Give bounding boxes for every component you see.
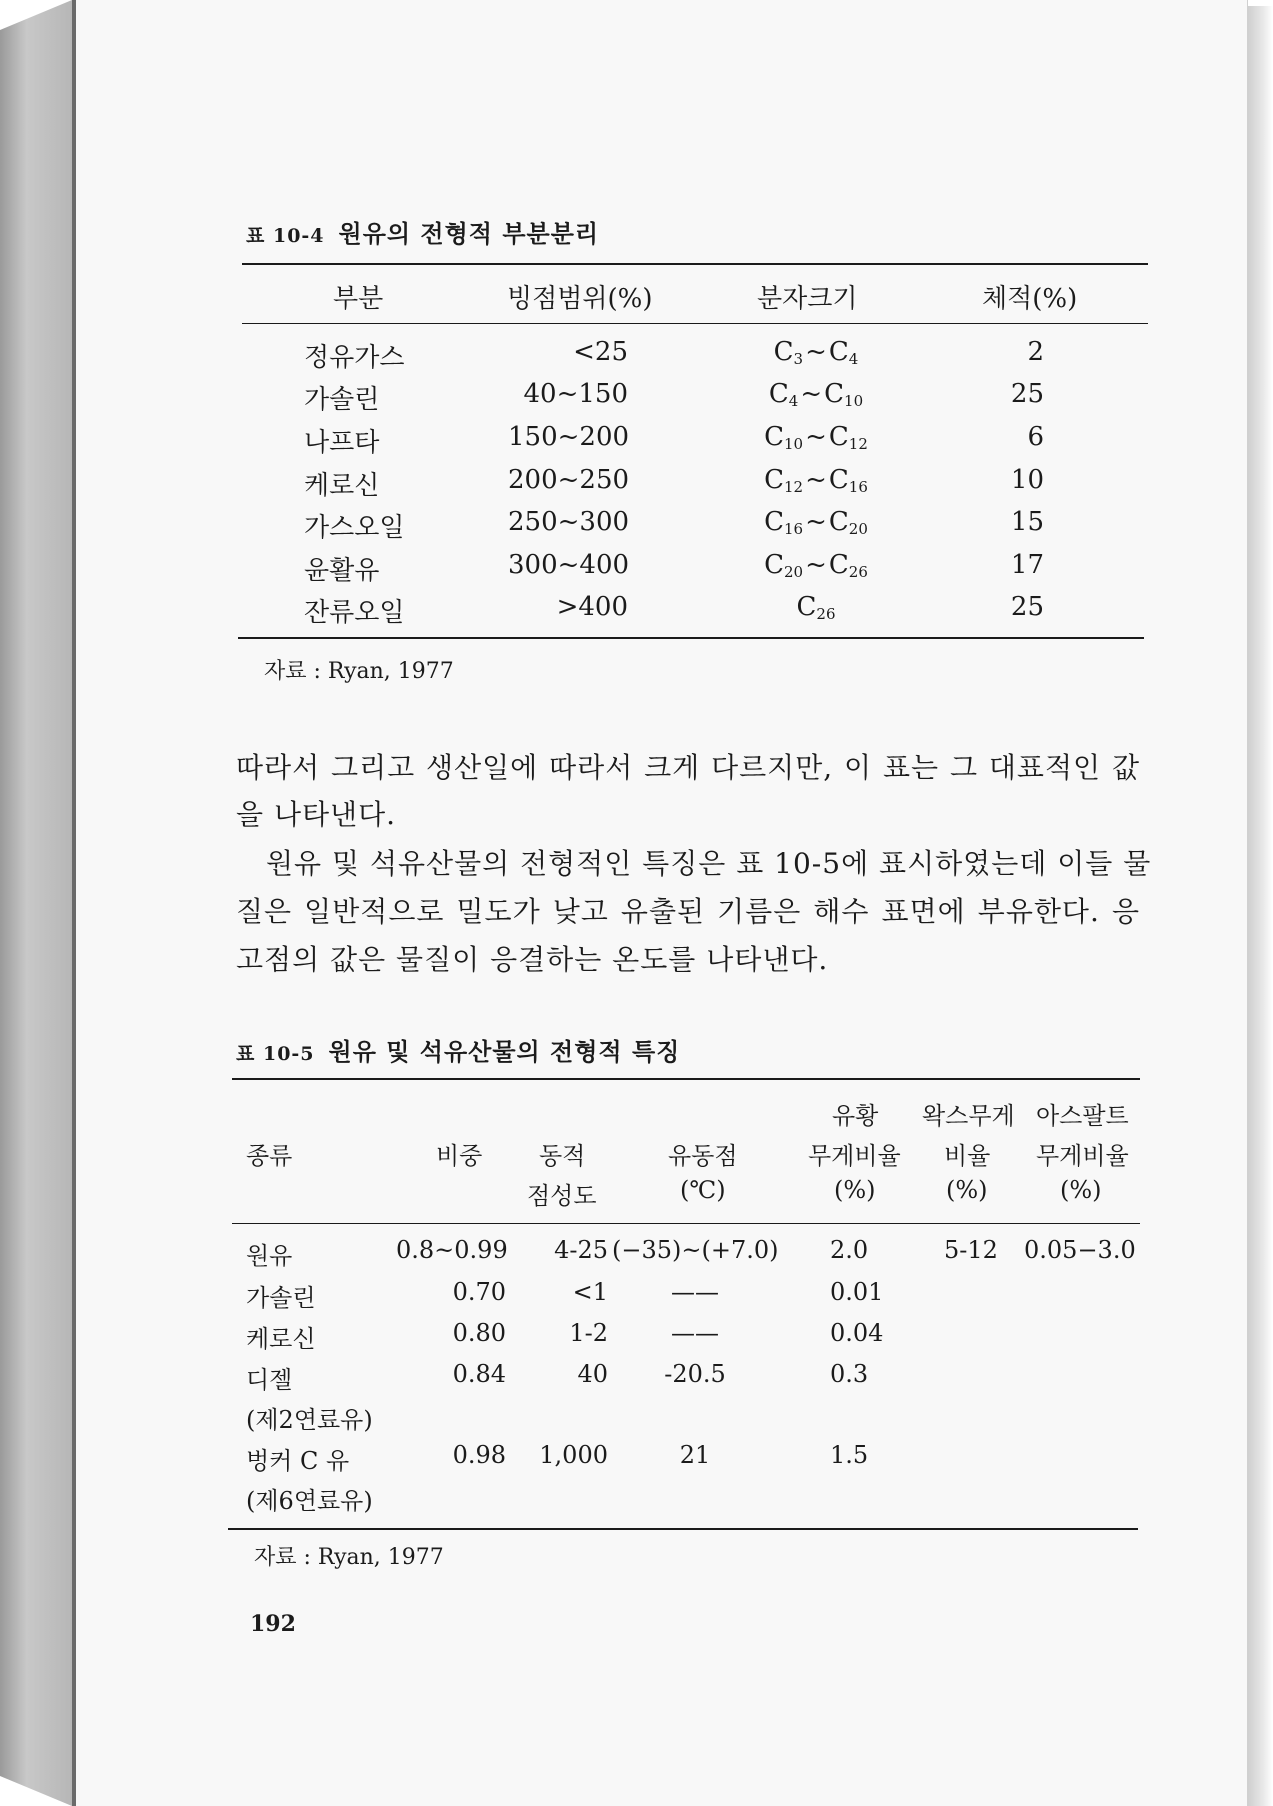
table2-header-pour-1: 유동점	[668, 1142, 738, 1170]
boiling-range: <25	[573, 337, 628, 367]
carbon-symbol: C	[824, 379, 845, 409]
paragraph-line: 고점의 값은 물질이 응결하는 온도를 나타낸다.	[236, 943, 829, 976]
fraction-name: 윤활유	[304, 556, 380, 586]
carbon-symbol: C	[764, 422, 784, 452]
fraction-name: 케로신	[304, 471, 380, 501]
table2-source: 자료 : Ryan, 1977	[254, 1545, 444, 1570]
table2-header-wax-1: 왁스무게	[922, 1102, 1015, 1130]
table1-source: 자료 : Ryan, 1977	[264, 659, 454, 684]
table2-header-rule	[232, 1223, 1140, 1224]
pour-point: (−35)~(+7.0)	[612, 1236, 779, 1264]
fraction-name: 잔류오일	[304, 598, 405, 628]
volume-percent: 25	[1010, 592, 1044, 622]
specific-gravity: 0.80	[452, 1319, 506, 1347]
product-name: 원유	[246, 1242, 293, 1270]
dynamic-viscosity: <1	[572, 1278, 608, 1306]
pour-point: ——	[671, 1278, 719, 1306]
table2-header-sulfur-3: (%)	[834, 1176, 876, 1204]
carbon-symbol: C	[828, 550, 849, 580]
sulfur-weight: 0.3	[830, 1360, 869, 1388]
sulfur-weight: 1.5	[830, 1441, 869, 1469]
carbon-count: 4	[788, 392, 799, 410]
dynamic-viscosity: 1,000	[539, 1441, 608, 1469]
carbon-symbol: C	[768, 379, 789, 409]
table2-header-asphalt-3: (%)	[1060, 1176, 1102, 1204]
molecule-size	[756, 507, 876, 538]
product-name: 디젤	[246, 1366, 293, 1394]
molecule-size	[756, 465, 876, 496]
carbon-symbol: C	[773, 337, 794, 367]
sulfur-weight: 0.01	[830, 1278, 884, 1306]
table2-header-sulfur-1: 유황	[832, 1102, 879, 1130]
range-tilde: ~	[805, 550, 827, 580]
carbon-count: 26	[816, 605, 836, 623]
table2-header-asphalt-2: 무게비율	[1036, 1142, 1129, 1170]
carbon-symbol: C	[828, 337, 849, 367]
table1-bottom-rule	[238, 637, 1144, 639]
table1-top-rule	[242, 263, 1148, 265]
carbon-symbol: C	[764, 507, 784, 537]
carbon-count: 10	[844, 392, 864, 410]
specific-gravity: 0.98	[452, 1441, 506, 1469]
carbon-count: 12	[848, 435, 868, 453]
carbon-symbol: C	[764, 550, 784, 580]
table2-header-wax-2: 비율	[944, 1142, 991, 1170]
volume-percent: 15	[1010, 507, 1044, 537]
range-tilde: ~	[805, 507, 827, 537]
product-name: 벙커 C 유	[246, 1447, 350, 1475]
asphalt-weight: 0.05−3.0	[1024, 1236, 1136, 1264]
product-subname: (제6연료유)	[246, 1487, 373, 1515]
molecule-size	[756, 337, 876, 368]
carbon-count: 16	[848, 478, 868, 496]
table2-header-type: 종류	[246, 1142, 293, 1170]
carbon-count: 20	[848, 520, 868, 538]
carbon-count: 20	[784, 563, 804, 581]
table2-header-pour-2: (℃)	[680, 1176, 726, 1204]
range-tilde: ~	[805, 465, 827, 495]
paragraph-line: 을 나타낸다.	[236, 798, 397, 831]
paragraph-line: 질은 일반적으로 밀도가 낮고 유출된 기름은 해수 표면에 부유한다. 응	[236, 895, 1140, 928]
boiling-range: 300~400	[508, 550, 630, 580]
paragraph-line: 원유 및 석유산물의 전형적인 특징은 표 10-5에 표시하였는데 이들 물	[266, 847, 1152, 880]
pour-point: ——	[671, 1319, 719, 1347]
molecule-size	[756, 550, 876, 581]
boiling-range: 150~200	[508, 422, 630, 452]
table2-top-rule	[232, 1078, 1140, 1080]
dynamic-viscosity: 1-2	[569, 1319, 608, 1347]
product-subname: (제2연료유)	[246, 1406, 373, 1434]
fraction-name: 나프타	[304, 428, 380, 458]
boiling-range: 40~150	[523, 379, 628, 409]
molecule-size	[756, 379, 876, 410]
table1-header-range: 빙점범위(%)	[507, 284, 653, 314]
boiling-range: 250~300	[508, 507, 630, 537]
carbon-count: 3	[793, 350, 804, 368]
specific-gravity: 0.8~0.99	[396, 1236, 508, 1264]
table1-caption-title: 원유의 전형적 부분분리	[338, 219, 600, 248]
carbon-count: 26	[848, 563, 868, 581]
pour-point: 21	[679, 1441, 711, 1469]
sulfur-weight: 0.04	[830, 1319, 884, 1347]
boiling-range: 200~250	[508, 465, 630, 495]
table1-header-rule	[242, 323, 1148, 324]
table1-header-part: 부분	[333, 284, 384, 314]
volume-percent: 25	[1010, 379, 1044, 409]
table2-bottom-rule	[228, 1528, 1138, 1530]
table1-caption-label: 표 10-4	[246, 225, 325, 247]
carbon-symbol: C	[828, 507, 849, 537]
table1-header-volume: 체적(%)	[982, 284, 1078, 314]
carbon-count: 10	[784, 435, 804, 453]
volume-percent: 6	[1027, 422, 1044, 452]
range-tilde: ~	[805, 422, 827, 452]
table2-header-sulfur-2: 무게비율	[808, 1142, 901, 1170]
molecule-size	[756, 592, 876, 623]
carbon-symbol: C	[828, 422, 849, 452]
fraction-name: 정유가스	[304, 343, 405, 373]
table2-header-asphalt-1: 아스팔트	[1036, 1102, 1129, 1130]
carbon-count: 16	[784, 520, 804, 538]
dynamic-viscosity: 40	[577, 1360, 608, 1388]
range-tilde: ~	[800, 379, 823, 409]
table2-caption-label: 표 10-5	[236, 1043, 315, 1065]
carbon-count: 4	[848, 350, 859, 368]
book-spine	[0, 0, 76, 1806]
volume-percent: 17	[1010, 550, 1044, 580]
table1-caption	[246, 214, 599, 249]
carbon-symbol: C	[828, 465, 849, 495]
molecule-size	[756, 422, 876, 453]
table2-caption-title: 원유 및 석유산물의 전형적 특징	[328, 1037, 681, 1066]
table1-header-molecule: 분자크기	[757, 284, 858, 314]
boiling-range: >400	[556, 592, 628, 622]
carbon-symbol: C	[764, 465, 784, 495]
page-number: 192	[250, 1611, 296, 1637]
specific-gravity: 0.70	[452, 1278, 506, 1306]
pour-point: -20.5	[664, 1360, 726, 1388]
wax-weight: 5-12	[944, 1236, 998, 1264]
volume-percent: 2	[1027, 337, 1044, 367]
paragraph-line: 따라서 그리고 생산일에 따라서 크게 다르지만, 이 표는 그 대표적인 값	[236, 751, 1140, 784]
range-tilde: ~	[805, 337, 827, 367]
table2-header-viscosity-1: 동적	[539, 1142, 586, 1170]
product-name: 케로신	[246, 1325, 316, 1353]
fraction-name: 가솔린	[304, 385, 380, 415]
carbon-symbol: C	[796, 592, 817, 622]
table2-header-viscosity-2: 점성도	[527, 1182, 597, 1210]
sulfur-weight: 2.0	[830, 1236, 869, 1264]
fraction-name: 가스오일	[304, 513, 405, 543]
dynamic-viscosity: 4-25	[554, 1236, 608, 1264]
carbon-count: 12	[784, 478, 804, 496]
table2-header-wax-3: (%)	[946, 1176, 988, 1204]
page-edge-shadow	[1248, 6, 1273, 1806]
specific-gravity: 0.84	[452, 1360, 506, 1388]
volume-percent: 10	[1010, 465, 1044, 495]
product-name: 가솔린	[246, 1284, 316, 1312]
table2-header-gravity: 비중	[436, 1142, 483, 1170]
table2-caption	[236, 1032, 680, 1067]
